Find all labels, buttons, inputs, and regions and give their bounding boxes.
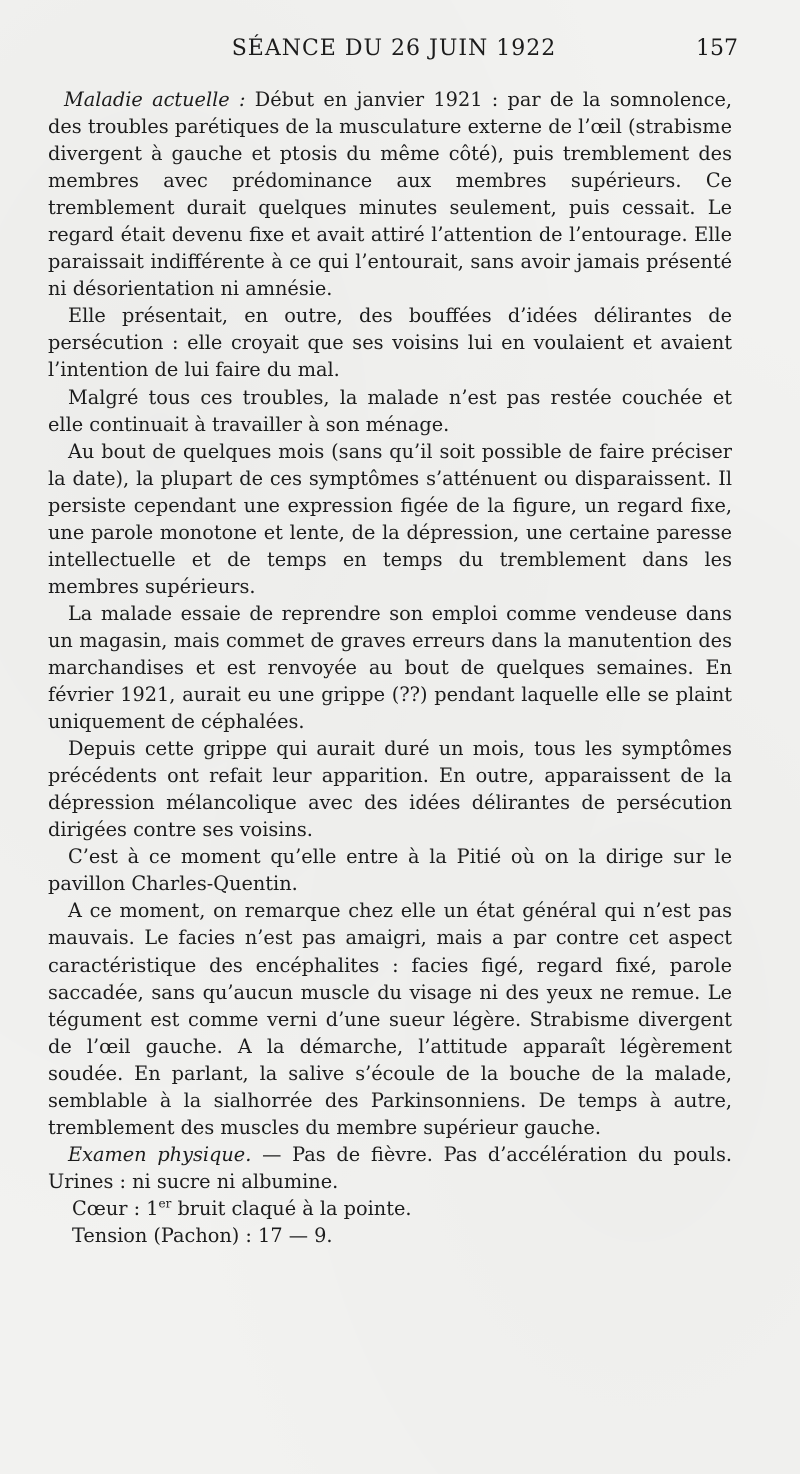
coeur-superscript: er xyxy=(158,1196,172,1211)
section-lead-maladie-actuelle: Maladie actuelle : xyxy=(64,88,246,111)
coeur-line-text: Cœur : 1 xyxy=(72,1196,159,1220)
paragraph-text: C’est à ce moment qu’elle entre à la Pitié où on la dirige sur le pavillon Charles-Quentin. xyxy=(48,845,732,896)
paragraph-text: A ce moment, on remarque chez elle un état général qui n’est pas mauvais. Le facies n’est pas amaigri, mais a par contre cet aspect caractéristique des encéphalites : facies figé, regard fixé, parole saccadée, sans qu’aucun muscle du visage ni des yeux ne remue. Le tégument est comme verni d’une sueur légère. Strabisme divergent de l’œil gauche. A la démarche, l’attitude apparaît légèrement soudée. En parlant, la salive s’écoule de la bouche de la malade, semblable à la sialhorrée des Parkinsonniens. De temps à autre, tremblement des muscles du membre supérieur gauche. xyxy=(48,899,732,1139)
running-title: SÉANCE DU 26 JUIN 1922 xyxy=(231,36,557,61)
paragraph-text: Malgré tous ces troubles, la malade n’est pas restée couchée et elle continuait à travailler à son ménage. xyxy=(48,385,732,436)
paragraph-examen-physique xyxy=(48,1141,732,1195)
body-text xyxy=(48,86,732,1249)
paragraph-text: La malade essaie de reprendre son emploi comme vendeuse dans un magasin, mais commet de graves erreurs dans la manutention des marchandises et est renvoyée au bout de quelques semaines. En février 1921, aurait eu une grippe (??) pendant laquelle elle se plaint uniquement de céphalées. xyxy=(48,601,732,734)
paragraph-attenuation xyxy=(48,438,732,600)
coeur-line xyxy=(48,1195,732,1222)
paragraph-troubles xyxy=(48,384,732,438)
page-header xyxy=(50,36,738,72)
paragraph-grippe xyxy=(48,735,732,843)
paragraph-text: Elle présentait, en outre, des bouffées d’idées délirantes de persécution : elle croyait que ses voisins lui en voulaient et avaient l’intention de lui faire du mal. xyxy=(48,304,732,382)
section-lead-examen-physique: Examen physique. xyxy=(68,1142,252,1166)
paragraph-text: Au bout de quelques mois (sans qu’il soit possible de faire préciser la date), la plupart de ces symptômes s’atténuent ou disparaissent. Il persiste cependant une expression figée de la figure, un regard fixe, une parole monotone et lente, de la dépression, une certaine paresse intellectuelle et de temps en temps du tremblement dans les membres supérieurs. xyxy=(48,439,732,598)
paragraph-etat-general xyxy=(48,897,732,1140)
paragraph-text: Début en janvier 1921 : par de la somnolence, des troubles parétiques de la musculature externe de l’œil (strabisme divergent à gauche et ptosis du même côté), puis tremblement des membres avec prédominance aux membres supérieurs. Ce tremblement durait quelques minutes seulement, puis cessait. Le regard était devenu fixe et avait attiré l’attention de l’entourage. Elle paraissait indifférente à ce qui l’entourait, sans avoir jamais présenté ni désorientation ni amnésie. xyxy=(48,88,732,301)
paragraph-text: — Pas de fièvre. Pas d’accélération du pouls. Urines : ni sucre ni albumine. xyxy=(48,1142,732,1193)
page-number: 157 xyxy=(696,36,738,61)
paragraph-text: Depuis cette grippe qui aurait duré un mois, tous les symptômes précédents ont refait leur apparition. En outre, apparaissent de la dépression mélancolique avec des idées délirantes de persécution dirigées contre ses voisins. xyxy=(48,737,732,842)
paragraph-maladie-actuelle xyxy=(48,86,732,302)
coeur-line-rest: bruit claqué à la pointe. xyxy=(171,1196,412,1220)
tension-line: Tension (Pachon) : 17 — 9. xyxy=(72,1223,333,1247)
paragraph-persecution xyxy=(48,302,732,383)
paragraph-emploi xyxy=(48,600,732,735)
paragraph-pitie xyxy=(48,843,732,897)
